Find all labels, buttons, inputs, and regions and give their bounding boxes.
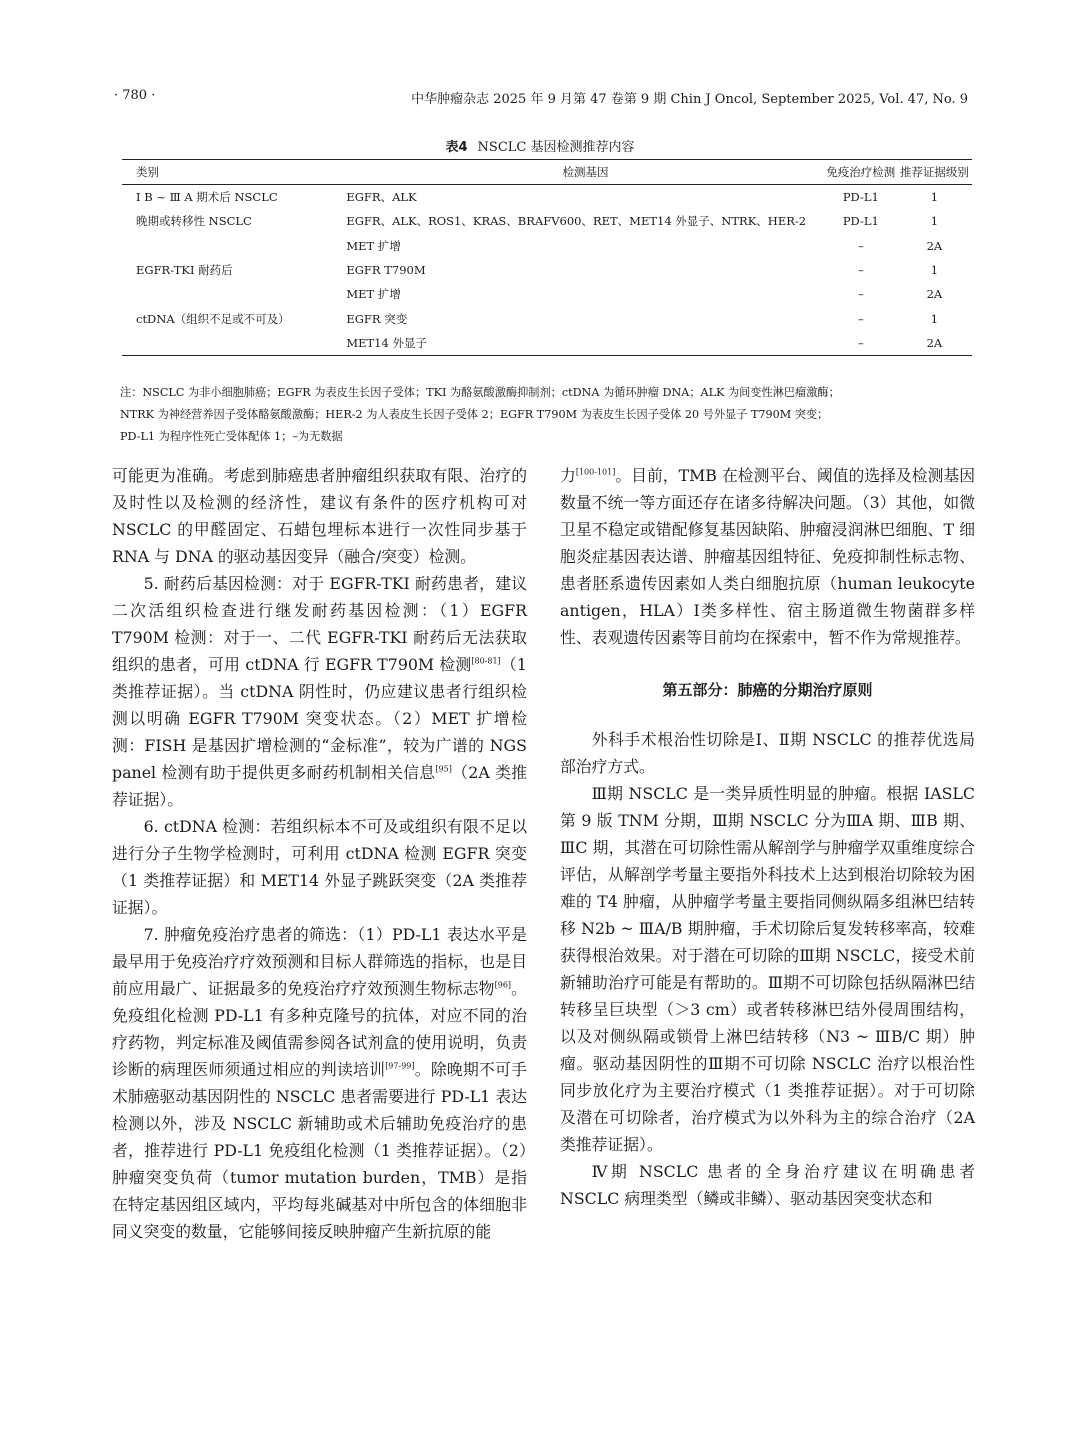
table-row	[122, 331, 972, 356]
cell-genes: EGFR T790M	[346, 263, 426, 278]
cell-evidence: 1	[930, 311, 939, 326]
cell-genes: MET14 外显子	[346, 335, 427, 350]
gene-test-table	[122, 159, 972, 356]
cell-category	[122, 331, 346, 356]
paragraph-stage3: Ⅲ期 NSCLC 是一类异质性明显的肿瘤。根据 IASLC 第 9 版 TNM 分期，Ⅲ期 NSCLC 分为ⅢA 期、ⅢB 期、ⅢC 期，其潜在可切除性需从解剖学与肿瘤学双重维度综合评估，从解剖学考量主要指外科技术上达到根治切除较为困难的 T4 肿瘤，从肿瘤学考量主要指同侧纵隔多组淋巴结转移 N2b ~ ⅢA/B 期肿瘤，手术切除后复发转移率高，较难获得根治效果。对于潜在可切除的Ⅲ期 NSCLC，接受术前新辅助治疗可能是有帮助的。Ⅲ期不可切除包括纵隔淋巴结转移呈巨块型（＞3 cm）或者转移淋巴结外侵周围结构，以及对侧纵隔或锁骨上淋巴结转移（N3 ~ ⅢB/C 期）肿瘤。驱动基因阴性的Ⅲ期不可切除 NSCLC 治疗以根治性同步放化疗为主要治疗模式（1 类推荐证据）。对于可切除及潜在可切除者，治疗模式为以外科为主的综合治疗（2A 类推荐证据）。	[560, 784, 975, 1154]
citation: [96]	[494, 980, 512, 990]
page-number: · 780 ·	[114, 88, 156, 103]
header-evidence: 推荐证据级别	[899, 165, 969, 179]
cell-evidence: 1	[930, 190, 939, 205]
cell-category: Ⅰ B ~ Ⅲ A 期术后 NSCLC	[136, 190, 278, 205]
citation: [100-101]	[575, 467, 616, 477]
cell-genes: MET 扩增	[346, 238, 401, 253]
paragraph: 可能更为准确。考虑到肺癌患者肿瘤组织获取有限、治疗的及时性以及检测的经济性，建议有条件的医疗机构可对 NSCLC 的甲醛固定、石蜡包埋标本进行一次性同步基于 RNA 与 DNA 的驱动基因变异（融合/突变）检测。	[112, 466, 527, 566]
paragraph-immuno	[112, 921, 527, 1245]
table-note-line: 注：NSCLC 为非小细胞肺癌；EGFR 为表皮生长因子受体；TKI 为酪氨酸激酶抑制剂；ctDNA 为循环肿瘤 DNA；ALK 为间变性淋巴瘤激酶；	[120, 386, 840, 399]
cell-evidence: 1	[930, 214, 939, 229]
paragraph-text: 。除晚期不可手术肺癌驱动基因阴性的 NSCLC 患者需要进行 PD-L1 表达检测以外，涉及 NSCLC 新辅助或术后辅助免疫治疗的患者，推荐进行 PD-L1 免疫组化检测（1 类推荐证据）。（2）肿瘤突变负荷（tumor mutation burden，TMB）是指在特定基因组区域内，平均每兆碱基对中所包含的体细胞非同义突变的数量，它能够间接反映肿瘤产生新抗原的能	[112, 1060, 527, 1241]
cell-immuno: –	[857, 311, 864, 326]
right-column	[560, 462, 975, 1212]
table-title	[0, 136, 1080, 155]
paragraph-text: （2A 类推荐证据）。	[112, 763, 527, 809]
cell-category: 晚期或转移性 NSCLC	[136, 214, 252, 229]
cell-immuno: PD-L1	[842, 190, 879, 205]
cell-immuno: –	[857, 287, 864, 302]
cell-evidence: 2A	[926, 335, 943, 350]
cell-evidence: 2A	[926, 287, 943, 302]
cell-genes: EGFR、ALK	[346, 190, 417, 205]
cell-genes: EGFR 突变	[346, 311, 408, 326]
table-title-text: NSCLC 基因检测推荐内容	[477, 140, 635, 155]
table-note-line: NTRK 为神经营养因子受体酪氨酸激酶；HER-2 为人表皮生长因子受体 2；EGFR T790M 为表皮生长因子受体 20 号外显子 T790M 突变；	[120, 408, 829, 421]
table-row	[122, 306, 972, 330]
table-label: 表4	[445, 140, 468, 155]
paragraph-text: 。目前，TMB 在检测平台、阈值的选择及检测基因数量不统一等方面还存在诸多待解决问题。（3）其他，如微卫星不稳定或错配修复基因缺陷、肿瘤浸润淋巴细胞、T 细胞炎症基因表达谱、肿瘤基因组特征、免疫抑制性标志物、患者胚系遗传因素如人类白细胞抗原（human leukocyte antigen，HLA）Ⅰ类多样性、宿主肠道微生物菌群多样性、表观遗传因素等目前均在探索中，暂不作为常规推荐。	[560, 466, 975, 647]
table-row	[122, 209, 972, 233]
paragraph-text: 5. 耐药后基因检测：对于 EGFR-TKI 耐药患者，建议二次活组织检查进行继发耐药基因检测：（1）EGFR T790M 检测：对于一、二代 EGFR-TKI 耐药后无法获取组织的患者，可用 ctDNA 行 EGFR T790M 检测	[112, 574, 527, 674]
header-category: 类别	[136, 165, 159, 179]
cell-evidence: 1	[930, 263, 939, 278]
cell-category	[122, 282, 346, 306]
cell-genes: EGFR、ALK、ROS1、KRAS、BRAFV600、RET、MET14 外显子、NTRK、HER-2	[346, 214, 807, 229]
table-note-line: PD-L1 为程序性死亡受体配体 1；–为无数据	[120, 430, 343, 443]
paragraph-ctdna: 6. ctDNA 检测：若组织标本不可及或组织有限不足以进行分子生物学检测时，可利用 ctDNA 检测 EGFR 突变（1 类推荐证据）和 MET14 外显子跳跃突变（2A 类推荐证据）。	[112, 817, 527, 917]
table-header-row	[122, 160, 972, 185]
paragraph-text: 7. 肿瘤免疫治疗患者的筛选：（1）PD-L1 表达水平是最早用于免疫治疗疗效预测和目标人群筛选的指标，也是目前应用最广、证据最多的免疫治疗疗效预测生物标志物	[112, 925, 527, 998]
cell-immuno: –	[857, 335, 864, 350]
cell-immuno: –	[857, 238, 864, 253]
paragraph-tmb	[560, 462, 975, 651]
citation: [80-81]	[471, 656, 501, 666]
cell-genes: MET 扩增	[346, 287, 401, 302]
paragraph-text: 力	[560, 466, 576, 485]
cell-immuno: PD-L1	[842, 214, 879, 229]
cell-immuno: –	[857, 263, 864, 278]
table-row	[122, 185, 972, 210]
header-immuno: 免疫治疗检测	[826, 165, 896, 179]
citation: [97-99]	[385, 1061, 415, 1071]
left-column	[112, 462, 527, 1245]
paragraph-stage4: Ⅳ期 NSCLC 患者的全身治疗建议在明确患者 NSCLC 病理类型（鳞或非鳞）、驱动基因突变状态和	[560, 1162, 975, 1208]
paragraph-text: （1 类推荐证据）。当 ctDNA 阴性时，仍应建议患者行组织检测以明确 EGFR T790M 突变状态。（2）MET 扩增检测：FISH 是基因扩增检测的“金标准”，较为广谱的 NGS panel 检测有助于提供更多耐药机制相关信息	[112, 655, 527, 782]
table-note	[120, 382, 980, 448]
cell-evidence: 2A	[926, 238, 943, 253]
paragraph-text: 。免疫组化检测 PD-L1 有多种克隆号的抗体，对应不同的治疗药物，判定标准及阈值需参阅各试剂盒的使用说明，负责诊断的病理医师须通过相应的判读培训	[112, 979, 527, 1079]
table-row	[122, 258, 972, 282]
table-row	[122, 282, 972, 306]
citation: [95]	[435, 764, 452, 774]
cell-category: EGFR-TKI 耐药后	[136, 263, 233, 278]
paragraph-resistance	[112, 570, 527, 813]
table-row	[122, 234, 972, 258]
cell-category: ctDNA（组织不足或不可及）	[136, 311, 290, 326]
cell-category	[122, 234, 346, 258]
paragraph-surgery: 外科手术根治性切除是Ⅰ、Ⅱ期 NSCLC 的推荐优选局部治疗方式。	[560, 730, 975, 776]
section-title: 第五部分：肺癌的分期治疗原则	[662, 681, 873, 699]
journal-header: 中华肿瘤杂志 2025 年 9 月第 47 卷第 9 期 Chin J Oncol, September 2025, Vol. 47, No. 9	[411, 92, 968, 107]
header-genes: 检测基因	[562, 165, 609, 179]
